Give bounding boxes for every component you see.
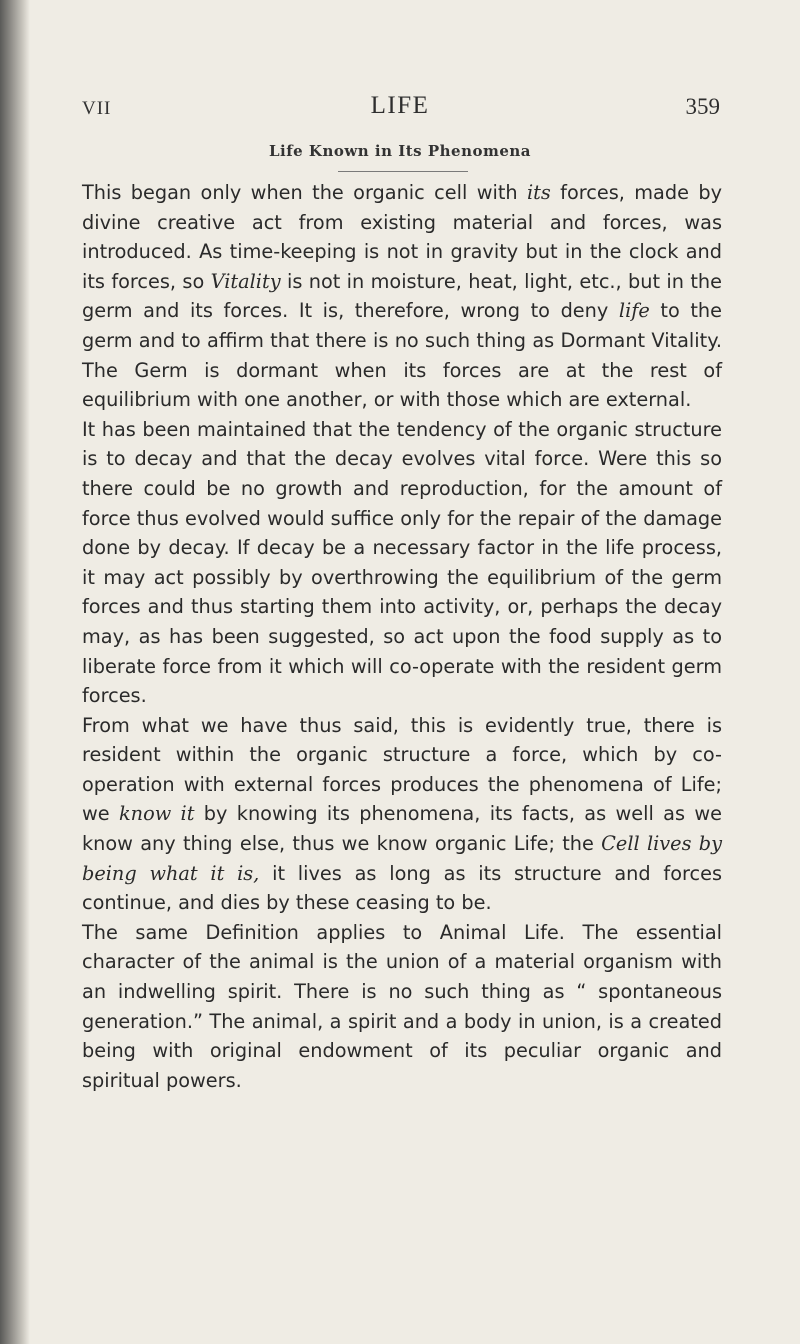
italic-text: its bbox=[526, 181, 551, 204]
text-run: by knowing its phenomena, its facts, as well as we know any thing else, thus we know organic Life; the bbox=[82, 802, 723, 856]
text-run: The same Definition applies to Animal Life. The essential character of the animal is the union of a material organism with an indwelling spirit. There is no such thing as “ spontaneous generation.” The animal, a spirit and a body in union, is a created being with original endowment of its peculiar organic and spiritual powers. bbox=[82, 920, 722, 1092]
text-run: It has been maintained that the tendency of the organic structure is to decay and that the decay evolves vital force. Were this so there could be no growth and reproduction, for the amount of force thus evolved would suffice only for the repair of the damage done by decay. If decay be a necessary factor in the life process, it may act possibly by overthrowing the equilibrium of the germ forces and thus starting them into activity, or, perhaps the decay may, as has been suggested, so act upon the food supply as to liberate force from it which will co-operate with the resident germ forces. bbox=[82, 417, 722, 708]
sidenote-rule bbox=[338, 171, 468, 172]
chapter-number: VII bbox=[82, 98, 112, 119]
italic-text: Vitality bbox=[210, 269, 281, 293]
text-run: it lives as long as its structure and forces continue, and dies by these ceasing to be. bbox=[82, 861, 722, 915]
paragraph bbox=[82, 918, 722, 1096]
text-run: forces, made by divine creative act from existing material and forces, was introduced. As time-keeping is not in gravity but in the clock and its forces, so bbox=[82, 181, 722, 293]
paragraph bbox=[82, 415, 722, 711]
italic-text: know it bbox=[118, 802, 195, 826]
text-run: to the germ and to affirm that there is no such thing as Dormant Vitality. The Germ is dormant when its forces are at the rest of equilibrium with one another, or with those which are external. bbox=[82, 299, 722, 412]
page-number: 359 bbox=[685, 94, 720, 119]
text-run: From what we have thus said, this is evidently true, there is resident within the organic structure a force, which by co-operation with external forces produces the phenomena of Life; we bbox=[82, 713, 722, 826]
running-title: LIFE bbox=[370, 92, 430, 119]
body-text bbox=[82, 178, 722, 1095]
section-sidenote: Life Known in Its Phenomena bbox=[268, 142, 532, 160]
italic-text: life bbox=[618, 299, 650, 323]
text-run: is not in moisture, heat, light, etc., but in the germ and its forces. It is, therefore, wrong to deny bbox=[82, 269, 723, 323]
italic-text: Cell lives by being what it is, bbox=[82, 832, 722, 885]
paragraph bbox=[82, 711, 722, 918]
page-header bbox=[0, 92, 800, 132]
text-run: This began only when the organic cell with bbox=[82, 181, 527, 204]
paragraph bbox=[82, 178, 722, 415]
